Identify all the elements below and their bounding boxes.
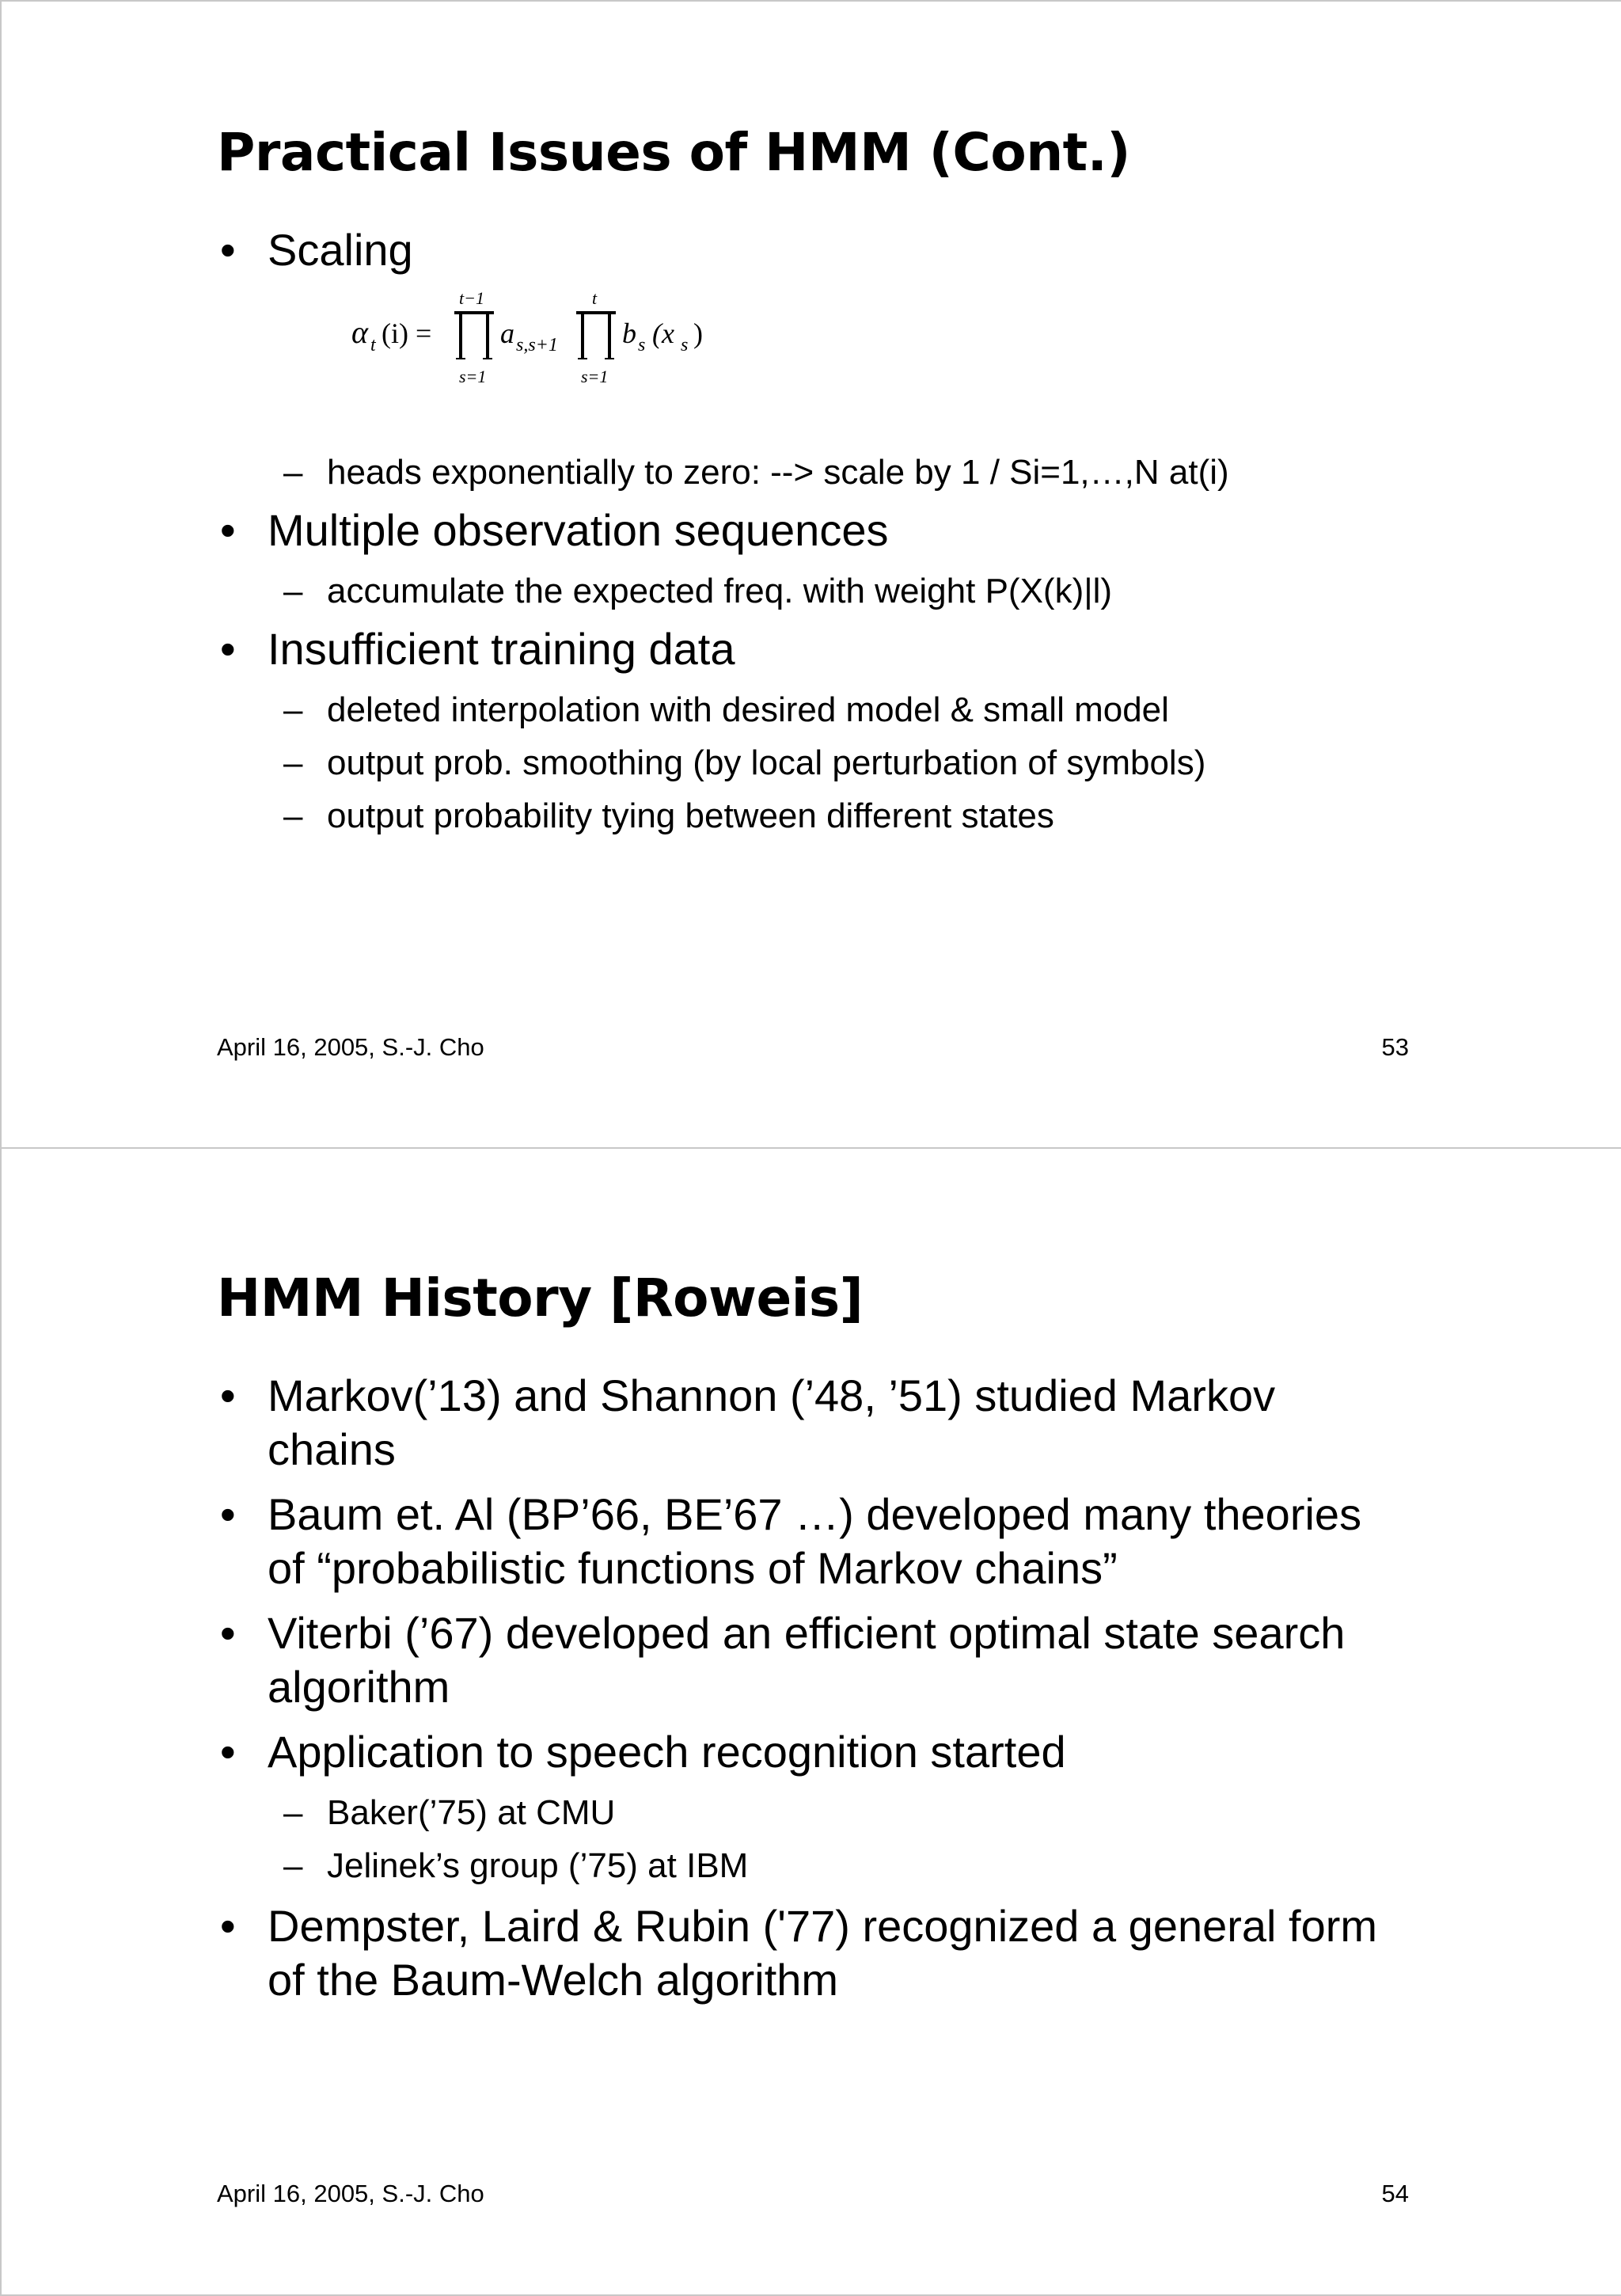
sub-text: accumulate the expected freq. with weight P(X(k)|l) [327, 572, 1113, 610]
slide-title: HMM History [Roweis] [217, 1268, 864, 1329]
formula-b: b [622, 317, 636, 349]
formula-b-sub: s [638, 335, 646, 355]
bullet-text: Insufficient training data [268, 624, 735, 674]
bullet-text: Multiple observation sequences [268, 505, 889, 555]
page-number: 54 [1381, 2180, 1409, 2207]
formula-prod1-bottom: s=1 [459, 367, 487, 386]
sub-text: Baker(’75) at CMU [327, 1793, 616, 1832]
formula-a: a [500, 317, 514, 349]
dash-icon: – [283, 1793, 303, 1832]
sub-text: Jelinek’s group (’75) at IBM [327, 1846, 749, 1885]
formula-b-arg: (x [652, 317, 674, 349]
bullet-text-line: Application to speech recognition started [268, 1727, 1066, 1777]
sub-text: heads exponentially to zero: --> scale by 1 / Si=1,…,N at(i) [327, 453, 1229, 492]
dash-icon: – [283, 796, 303, 835]
bullet-dot-icon: • [220, 225, 236, 275]
formula-a-sub: s,s+1 [516, 335, 558, 355]
formula-b-arg-sub: s [681, 335, 689, 355]
bullet-dot-icon: • [220, 624, 236, 674]
dash-icon: – [283, 453, 303, 492]
formula-prod2-top: t [592, 288, 598, 308]
sub-text: deleted interpolation with desired model & small model [327, 690, 1169, 729]
bullet-dot-icon: • [220, 505, 236, 555]
bullet-text-line: of the Baum-Welch algorithm [268, 1955, 839, 2005]
formula-alpha-sub: t [370, 335, 376, 355]
scaling-formula [350, 283, 746, 401]
formula-prod2-bottom: s=1 [581, 367, 609, 386]
bullet-text-line: algorithm [268, 1662, 450, 1712]
bullet-dot-icon: • [220, 1727, 236, 1777]
bullet-text-line: Dempster, Laird & Rubin ('77) recognized a general form [268, 1901, 1378, 1951]
footer-date-author: April 16, 2005, S.-J. Cho [217, 1033, 484, 1061]
slide-54 [0, 1147, 1621, 2296]
dash-icon: – [283, 743, 303, 782]
dash-icon: – [283, 1846, 303, 1885]
bullet-text-line: Baum et. Al (BP’66, BE’67 …) developed many theories [268, 1489, 1362, 1539]
formula-b-arg-close: ) [693, 317, 703, 349]
product-symbol-icon [576, 313, 616, 359]
bullet-text-line: Viterbi (’67) developed an efficient optimal state search [268, 1608, 1346, 1658]
product-symbol-icon [454, 313, 494, 359]
bullet-text-line: Markov(’13) and Shannon (’48, ’51) studied Markov [268, 1370, 1276, 1420]
footer-date-author: April 16, 2005, S.-J. Cho [217, 2180, 484, 2207]
bullet-dot-icon: • [220, 1608, 236, 1658]
bullet-dot-icon: • [220, 1489, 236, 1539]
formula-alpha: α [351, 314, 368, 350]
bullet-text-line: chains [268, 1424, 396, 1474]
slide-title: Practical Issues of HMM (Cont.) [217, 122, 1130, 183]
dash-icon: – [283, 572, 303, 610]
bullet-text: Scaling [268, 225, 413, 275]
formula-lhs-arg: (i) = [382, 317, 432, 349]
bullet-dot-icon: • [220, 1901, 236, 1951]
formula-prod1-top: t−1 [459, 288, 484, 308]
bullet-text-line: of “probabilistic functions of Markov chains” [268, 1543, 1118, 1593]
bullet-dot-icon: • [220, 1370, 236, 1420]
sub-text: output prob. smoothing (by local perturbation of symbols) [327, 743, 1206, 782]
page-number: 53 [1381, 1033, 1409, 1061]
dash-icon: – [283, 690, 303, 729]
sub-text: output probability tying between different states [327, 796, 1054, 835]
